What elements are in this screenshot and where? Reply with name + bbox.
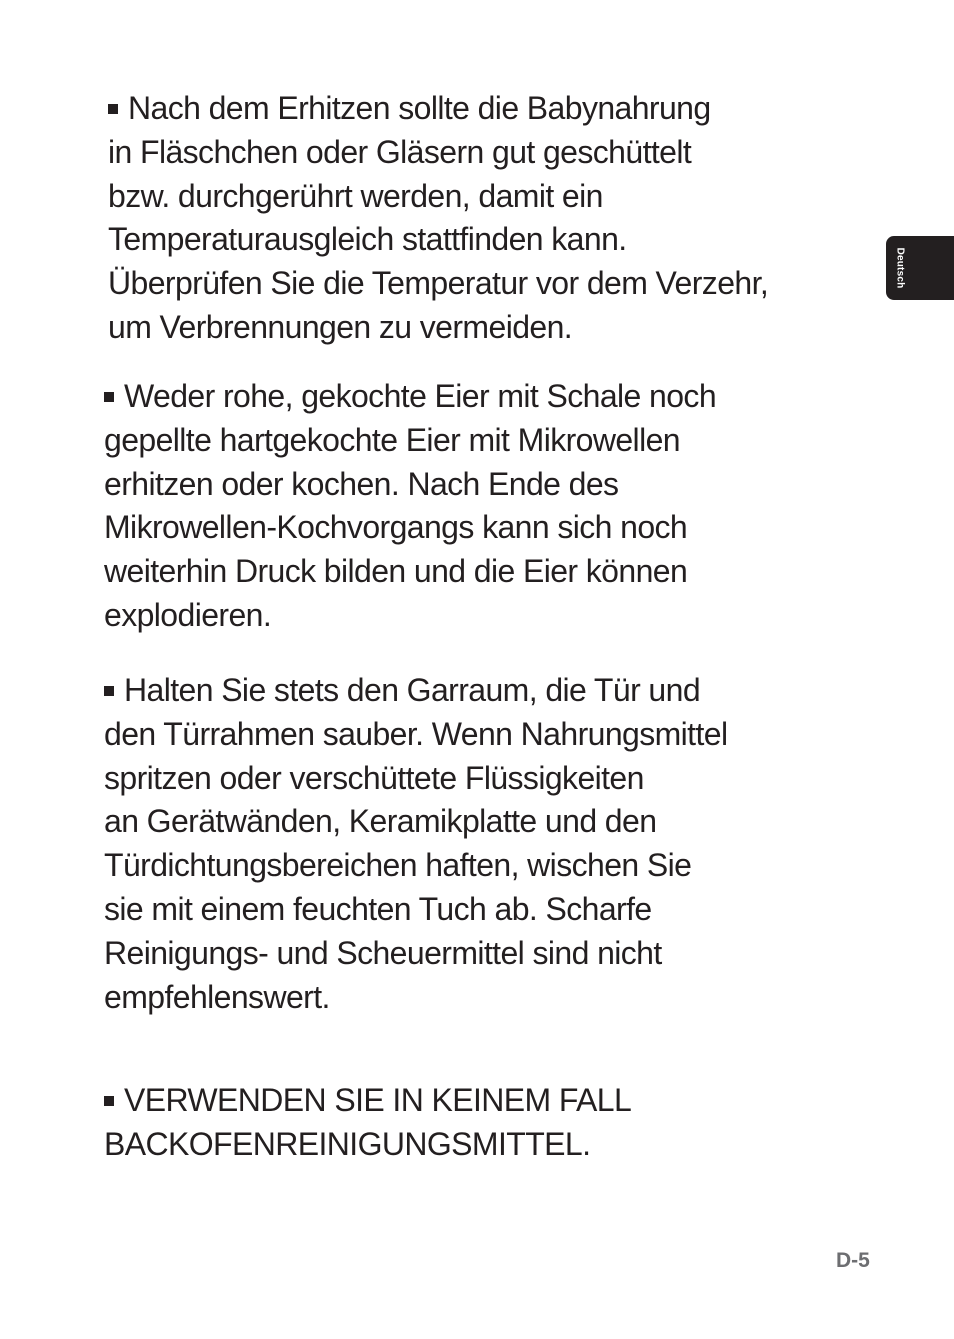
paragraph-line: erhitzen oder kochen. Nach Ende des [104,465,619,502]
paragraph-line: Weder rohe, gekochte Eier mit Schale noch [104,375,716,419]
language-tab-label: Deutsch [894,247,906,289]
paragraph-line: VERWENDEN SIE IN KEINEM FALL [104,1079,631,1123]
paragraph-line: spritzen oder verschüttete Flüssigkeiten [104,759,644,796]
paragraph-line: Nach dem Erhitzen sollte die Babynahrung [108,87,768,131]
paragraph-line: explodieren. [104,596,272,633]
paragraph-line: sie mit einem feuchten Tuch ab. Scharfe [104,890,652,927]
paragraph-line: gepellte hartgekochte Eier mit Mikrowellen [104,421,680,458]
paragraph-line: Halten Sie stets den Garraum, die Tür und [104,669,727,713]
paragraph-line: Türdichtungsbereichen haften, wischen Sie [104,847,692,884]
paragraph-line: den Türrahmen sauber. Wenn Nahrungsmittel [104,715,728,752]
paragraph-line: in Fläschchen oder Gläsern gut geschüttelt [108,133,692,170]
paragraph-cleaning [104,669,727,1019]
square-bullet-icon [104,686,114,696]
language-tab [886,236,954,300]
paragraph-line: bzw. durchgerührt werden, damit ein [108,177,603,214]
paragraph-line: an Gerätwänden, Keramikplatte und den [104,803,657,840]
paragraph-line: Mikrowellen-Kochvorgangs kann sich noch [104,509,688,546]
page-number: D-5 [836,1249,870,1272]
paragraph-line: Überprüfen Sie die Temperatur vor dem Verzehr, [108,265,769,302]
paragraph-line: empfehlenswert. [104,978,330,1015]
paragraph-line: Temperaturausgleich stattfinden kann. [108,221,627,258]
paragraph-line: um Verbrennungen zu vermeiden. [108,308,573,345]
paragraph-baby-food [108,87,768,350]
paragraph-line: BACKOFENREINIGUNGSMITTEL. [104,1125,591,1162]
paragraph-line: weiterhin Druck bilden und die Eier können [104,553,688,590]
paragraph-line: Reinigungs- und Scheuermittel sind nicht [104,934,662,971]
paragraph-eggs [104,375,716,638]
square-bullet-icon [108,104,118,114]
square-bullet-icon [104,392,114,402]
square-bullet-icon [104,1096,114,1106]
paragraph-oven-cleaner-warning [104,1079,631,1167]
